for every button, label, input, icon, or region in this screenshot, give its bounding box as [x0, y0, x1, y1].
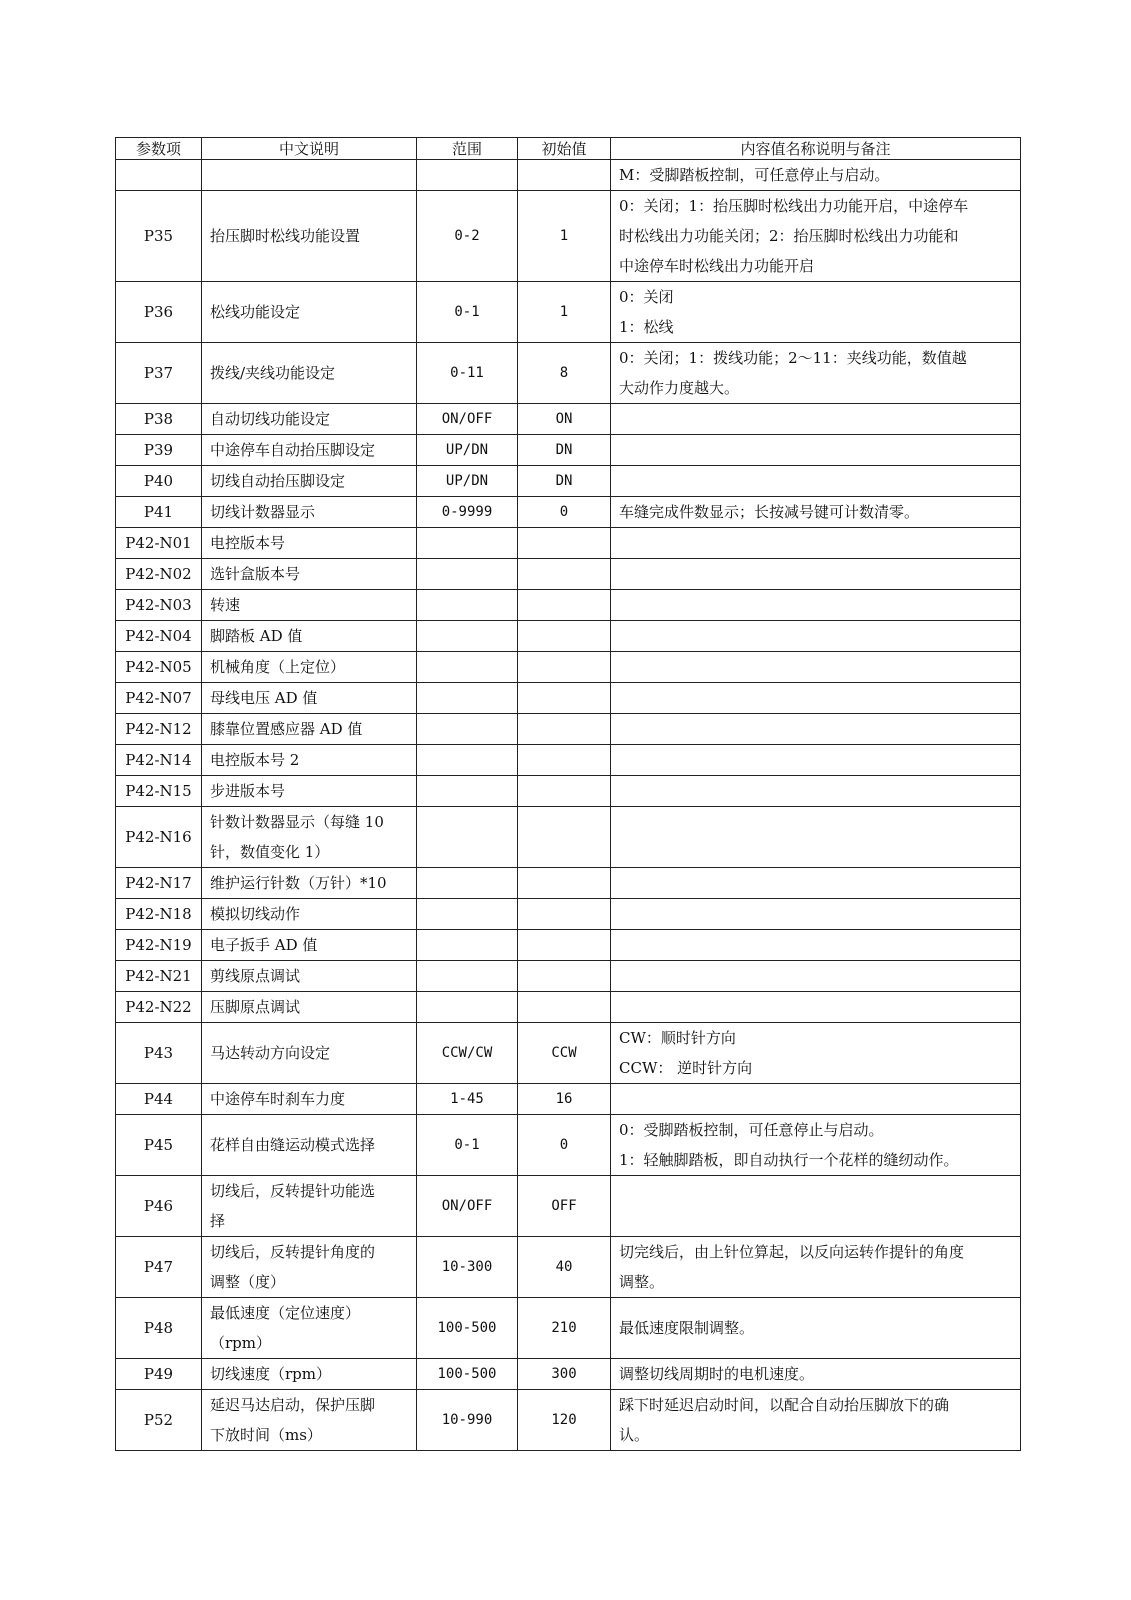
param-code: P42-N21	[116, 961, 202, 992]
param-range: CCW/CW	[417, 1023, 518, 1084]
param-description: 维护运行针数（万针）*10	[202, 868, 417, 899]
table-row	[116, 590, 1021, 621]
param-description: 拨线/夹线功能设定	[202, 343, 417, 404]
param-description: 选针盒版本号	[202, 559, 417, 590]
param-range: ON/OFF	[417, 1176, 518, 1237]
param-notes	[611, 1176, 1021, 1237]
param-initial-value	[518, 961, 611, 992]
param-range	[417, 992, 518, 1023]
param-range: 0-1	[417, 1115, 518, 1176]
param-initial-value	[518, 714, 611, 745]
param-initial-value: 1	[518, 191, 611, 282]
param-description: 压脚原点调试	[202, 992, 417, 1023]
param-range	[417, 621, 518, 652]
param-description: 切线后，反转提针功能选 择	[202, 1176, 417, 1237]
table-row	[116, 1084, 1021, 1115]
param-description: 脚踏板 AD 值	[202, 621, 417, 652]
table-row	[116, 930, 1021, 961]
param-code: P47	[116, 1237, 202, 1298]
table-row	[116, 435, 1021, 466]
table-row	[116, 992, 1021, 1023]
param-code: P36	[116, 282, 202, 343]
param-range: 0-1	[417, 282, 518, 343]
param-description: 转速	[202, 590, 417, 621]
table-row	[116, 282, 1021, 343]
param-description: 马达转动方向设定	[202, 1023, 417, 1084]
param-notes	[611, 899, 1021, 930]
parameter-table	[115, 137, 1021, 1451]
param-notes	[611, 807, 1021, 868]
param-code: P42-N05	[116, 652, 202, 683]
param-code: P45	[116, 1115, 202, 1176]
table-row	[116, 497, 1021, 528]
param-notes	[611, 435, 1021, 466]
param-notes: CW：顺时针方向 CCW： 逆时针方向	[611, 1023, 1021, 1084]
param-description: 花样自由缝运动模式选择	[202, 1115, 417, 1176]
header-initial-value: 初始值	[518, 138, 611, 160]
param-code: P42-N17	[116, 868, 202, 899]
param-initial-value	[518, 930, 611, 961]
param-initial-value	[518, 652, 611, 683]
param-notes: 0：关闭；1：拨线功能；2～11：夹线功能，数值越 大动作力度越大。	[611, 343, 1021, 404]
param-code: P35	[116, 191, 202, 282]
param-notes	[611, 745, 1021, 776]
param-notes	[611, 714, 1021, 745]
table-row	[116, 404, 1021, 435]
param-notes: 踩下时延迟启动时间，以配合自动抬压脚放下的确 认。	[611, 1390, 1021, 1451]
param-description: 步进版本号	[202, 776, 417, 807]
param-range	[417, 745, 518, 776]
param-range	[417, 930, 518, 961]
table-row	[116, 191, 1021, 282]
param-notes	[611, 652, 1021, 683]
param-range: 100-500	[417, 1359, 518, 1390]
param-initial-value	[518, 992, 611, 1023]
param-code: P42-N07	[116, 683, 202, 714]
param-initial-value	[518, 621, 611, 652]
param-code: P42-N14	[116, 745, 202, 776]
param-range	[417, 652, 518, 683]
table-row	[116, 1390, 1021, 1451]
table-row	[116, 652, 1021, 683]
param-description: 电控版本号	[202, 528, 417, 559]
table-body	[116, 160, 1021, 1451]
table-row	[116, 961, 1021, 992]
param-range	[417, 160, 518, 191]
param-code: P37	[116, 343, 202, 404]
param-notes	[611, 590, 1021, 621]
param-range: 0-9999	[417, 497, 518, 528]
param-description: 松线功能设定	[202, 282, 417, 343]
param-initial-value	[518, 160, 611, 191]
param-range: 0-2	[417, 191, 518, 282]
param-code	[116, 160, 202, 191]
param-notes	[611, 776, 1021, 807]
param-initial-value	[518, 590, 611, 621]
param-initial-value: 16	[518, 1084, 611, 1115]
param-range: ON/OFF	[417, 404, 518, 435]
param-initial-value: 0	[518, 1115, 611, 1176]
param-range	[417, 807, 518, 868]
header-range: 范围	[417, 138, 518, 160]
param-initial-value: CCW	[518, 1023, 611, 1084]
param-code: P41	[116, 497, 202, 528]
param-notes	[611, 621, 1021, 652]
param-range: 100-500	[417, 1298, 518, 1359]
param-notes: M：受脚踏板控制，可任意停止与启动。	[611, 160, 1021, 191]
param-notes	[611, 868, 1021, 899]
param-initial-value: 0	[518, 497, 611, 528]
table-row	[116, 559, 1021, 590]
param-initial-value: 1	[518, 282, 611, 343]
param-code: P48	[116, 1298, 202, 1359]
table-row	[116, 466, 1021, 497]
param-code: P42-N12	[116, 714, 202, 745]
param-code: P40	[116, 466, 202, 497]
table-row	[116, 745, 1021, 776]
param-description: 延迟马达启动，保护压脚 下放时间（ms）	[202, 1390, 417, 1451]
param-code: P38	[116, 404, 202, 435]
header-description: 中文说明	[202, 138, 417, 160]
param-description: 母线电压 AD 值	[202, 683, 417, 714]
param-initial-value	[518, 683, 611, 714]
param-range	[417, 528, 518, 559]
param-initial-value: DN	[518, 466, 611, 497]
table-row	[116, 343, 1021, 404]
table-header-row	[116, 138, 1021, 160]
param-code: P43	[116, 1023, 202, 1084]
param-range: 10-300	[417, 1237, 518, 1298]
param-description: 电子扳手 AD 值	[202, 930, 417, 961]
param-notes: 0：受脚踏板控制，可任意停止与启动。 1：轻触脚踏板，即自动执行一个花样的缝纫动作。	[611, 1115, 1021, 1176]
param-range	[417, 961, 518, 992]
param-notes	[611, 528, 1021, 559]
param-notes	[611, 404, 1021, 435]
param-notes: 切完线后，由上针位算起，以反向运转作提针的角度 调整。	[611, 1237, 1021, 1298]
param-description: 中途停车时刹车力度	[202, 1084, 417, 1115]
param-description: 切线后，反转提针角度的 调整（度）	[202, 1237, 417, 1298]
param-code: P46	[116, 1176, 202, 1237]
param-notes	[611, 961, 1021, 992]
table-row	[116, 160, 1021, 191]
param-description: 膝靠位置感应器 AD 值	[202, 714, 417, 745]
param-range: UP/DN	[417, 466, 518, 497]
param-initial-value	[518, 776, 611, 807]
param-description: 模拟切线动作	[202, 899, 417, 930]
param-range	[417, 559, 518, 590]
param-description: 剪线原点调试	[202, 961, 417, 992]
param-description: 机械角度（上定位）	[202, 652, 417, 683]
param-initial-value	[518, 559, 611, 590]
table-row	[116, 621, 1021, 652]
param-range	[417, 590, 518, 621]
param-notes: 车缝完成件数显示；长按减号键可计数清零。	[611, 497, 1021, 528]
table-row	[116, 1176, 1021, 1237]
param-initial-value: 300	[518, 1359, 611, 1390]
param-initial-value: 120	[518, 1390, 611, 1451]
table-row	[116, 528, 1021, 559]
param-range	[417, 714, 518, 745]
param-range: 10-990	[417, 1390, 518, 1451]
param-initial-value	[518, 745, 611, 776]
param-range: UP/DN	[417, 435, 518, 466]
param-description: 切线自动抬压脚设定	[202, 466, 417, 497]
table-row	[116, 807, 1021, 868]
param-initial-value	[518, 807, 611, 868]
param-initial-value	[518, 899, 611, 930]
param-initial-value: 40	[518, 1237, 611, 1298]
param-description: 电控版本号 2	[202, 745, 417, 776]
param-code: P42-N18	[116, 899, 202, 930]
param-notes: 调整切线周期时的电机速度。	[611, 1359, 1021, 1390]
param-code: P42-N16	[116, 807, 202, 868]
table-row	[116, 683, 1021, 714]
param-initial-value: OFF	[518, 1176, 611, 1237]
param-range	[417, 683, 518, 714]
table-row	[116, 899, 1021, 930]
param-notes: 0：关闭；1：抬压脚时松线出力功能开启，中途停车 时松线出力功能关闭；2：抬压脚时松线出力功能和 中途停车时松线出力功能开启	[611, 191, 1021, 282]
param-notes	[611, 683, 1021, 714]
param-description: 中途停车自动抬压脚设定	[202, 435, 417, 466]
table-row	[116, 1115, 1021, 1176]
table-row	[116, 1359, 1021, 1390]
param-notes	[611, 559, 1021, 590]
param-code: P49	[116, 1359, 202, 1390]
param-description: 针数计数器显示（每缝 10 针，数值变化 1）	[202, 807, 417, 868]
table-row	[116, 776, 1021, 807]
param-notes: 0：关闭 1：松线	[611, 282, 1021, 343]
param-code: P42-N02	[116, 559, 202, 590]
param-code: P44	[116, 1084, 202, 1115]
param-code: P39	[116, 435, 202, 466]
param-range	[417, 776, 518, 807]
param-code: P42-N04	[116, 621, 202, 652]
param-code: P42-N01	[116, 528, 202, 559]
param-code: P42-N15	[116, 776, 202, 807]
param-description	[202, 160, 417, 191]
param-code: P42-N19	[116, 930, 202, 961]
param-notes	[611, 930, 1021, 961]
param-initial-value: DN	[518, 435, 611, 466]
param-range	[417, 868, 518, 899]
param-description: 切线计数器显示	[202, 497, 417, 528]
param-code: P42-N03	[116, 590, 202, 621]
param-initial-value: 210	[518, 1298, 611, 1359]
param-initial-value	[518, 528, 611, 559]
param-notes	[611, 992, 1021, 1023]
table-row	[116, 868, 1021, 899]
param-code: P42-N22	[116, 992, 202, 1023]
param-description: 自动切线功能设定	[202, 404, 417, 435]
param-description: 最低速度（定位速度） （rpm）	[202, 1298, 417, 1359]
param-description: 切线速度（rpm）	[202, 1359, 417, 1390]
param-notes	[611, 1084, 1021, 1115]
header-code: 参数项	[116, 138, 202, 160]
param-initial-value	[518, 868, 611, 899]
param-code: P52	[116, 1390, 202, 1451]
param-initial-value: ON	[518, 404, 611, 435]
param-notes	[611, 466, 1021, 497]
header-notes: 内容值名称说明与备注	[611, 138, 1021, 160]
param-notes: 最低速度限制调整。	[611, 1298, 1021, 1359]
table-row	[116, 1237, 1021, 1298]
param-range: 0-11	[417, 343, 518, 404]
param-range: 1-45	[417, 1084, 518, 1115]
table-row	[116, 1023, 1021, 1084]
table-row	[116, 1298, 1021, 1359]
table-row	[116, 714, 1021, 745]
param-range	[417, 899, 518, 930]
param-description: 抬压脚时松线功能设置	[202, 191, 417, 282]
param-initial-value: 8	[518, 343, 611, 404]
